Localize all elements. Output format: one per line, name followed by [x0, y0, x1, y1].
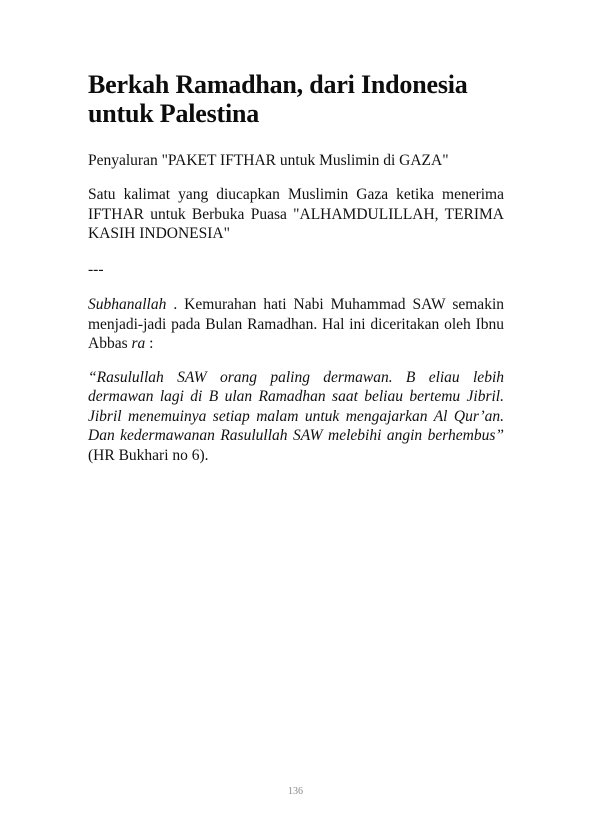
page-title — [88, 70, 504, 128]
italic-ra: ra — [131, 335, 146, 352]
page-number: 136 — [288, 786, 303, 797]
paragraph-hadith — [88, 368, 504, 466]
paragraph-subhanallah-text: . Kemurahan hati Nabi Muhammad SAW semakin menjadi-jadi pada Bulan Ramadhan. Hal ini diceritakan oleh Ibnu Abbas — [88, 296, 504, 352]
hadith-citation: (HR Bukhari no 6). — [88, 446, 209, 464]
paragraph-subhanallah-end: : — [145, 335, 154, 352]
title-line-2: untuk Palestina — [88, 99, 260, 128]
hadith-quote: “Rasulullah SAW orang paling dermawan. B eliau lebih dermawan lagi di B ulan Ramadhan saat beliau bertemu Jibril. Jibril menemuinya setiap malam untuk mengajarkan Al Qur’an. Dan kedermawanan Rasulullah SAW melebihi angin berhembus” — [88, 368, 504, 444]
title-line-1: Berkah Ramadhan, dari Indonesia — [88, 70, 468, 99]
page-content — [88, 70, 504, 465]
paragraph-intro: Satu kalimat yang diucapkan Muslimin Gaza ketika menerima IFTHAR untuk Berbuka Puasa "ALHAMDULILLAH, TERIMA KASIH INDONESIA" — [88, 186, 504, 242]
subtitle: Penyaluran "PAKET IFTHAR untuk Muslimin di GAZA" — [88, 152, 449, 169]
paragraph-subhanallah — [88, 295, 504, 354]
italic-subhanallah: Subhanallah — [88, 296, 167, 313]
separator: --- — [88, 260, 104, 278]
